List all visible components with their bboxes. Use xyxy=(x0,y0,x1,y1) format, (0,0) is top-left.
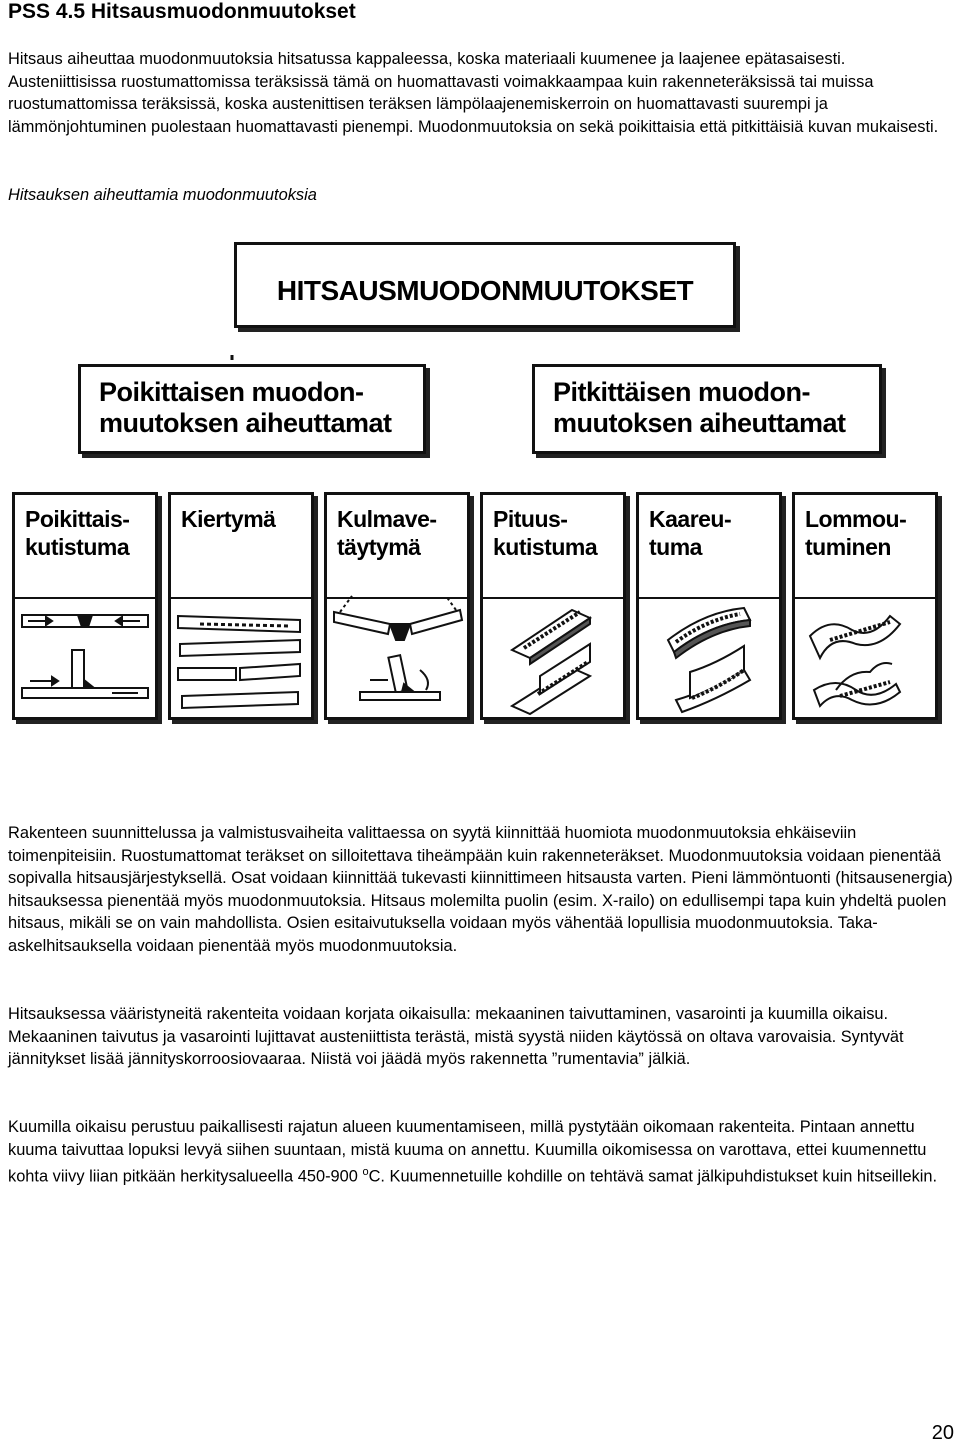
bending-figure xyxy=(668,608,750,712)
straightening-paragraph: Hitsauksessa vääristyneitä rakenteita voidaan korjata oikaisulla: mekaaninen taivuttaminen, vasarointi ja kuumilla oikaisu. Mekaaninen taivutus ja vasarointi lujittavat austeniittista terästä, mistä syystä niiden käytössä on oltava varovaisia. Syntyvät jännitykset lisää jännityskorroosiovaaraa. Niistä voi jäädä myös rakennetta ”rumentavia” jälkiä. xyxy=(8,1005,904,1069)
intro-paragraph: Hitsaus aiheuttaa muodonmuutoksia hitsatussa kappaleessa, koska materiaali kuumenee ja laajenee epätasaisesti. Austeniittisissa ruostumattomissa teräksissä tämä on huomattavasti voimakkaampaa kuin rakenneteräksissä tai muissa ruostumattomissa teräksissä, koska austenittisen teräksen lämpölaajenemiskerroin on huomattavasti suurempi ja lämmönjohtuminen puolestaan huomattavasti pienempi. Muodonmuutoksia on sekä poikittaisia että pitkittäisiä kuvan mukaisesti. xyxy=(8,50,939,136)
page-number: 20 xyxy=(931,1422,954,1444)
category-angular-distortion: Kulmave- täytymä xyxy=(324,492,470,720)
heat-straightening-paragraph: Kuumilla oikaisu perustuu paikallisesti rajatun alueen kuumentamiseen, millä pystytään oikomaan rakenteita. Pintaan annettu kuuma taivuttaa lopuksi levyä siihen suuntaan, mistä kuuma on annettu. Kuumilla oikomisessa on varottava, ettei kuumennettu kohta viivy liian pitkään herkitysalueella 450-900 $^o$C. Kuumennetuille kohdille on tehtävä samat jälkipuhdistukset kuin hitseillekin. xyxy=(8,1118,938,1186)
diagram-title: HITSAUSMUODONMUUTOKSET xyxy=(276,275,694,306)
angular-distortion-figure xyxy=(334,596,462,700)
longitudinal-shrinkage-figure xyxy=(512,610,590,714)
section-heading: PSS 4.5 Hitsausmuodonmuutokset xyxy=(8,0,356,23)
rotation-figure xyxy=(178,616,300,708)
transverse-shrinkage-figure xyxy=(22,615,148,698)
figure-caption: Hitsauksen aiheuttamia muodonmuutoksia xyxy=(8,186,317,204)
category-rotation: Kiertymä xyxy=(168,492,314,720)
category-transverse-shrinkage: Poikittais- kutistuma xyxy=(12,492,158,720)
longitudinal-group-label: Pitkittäisen muodon- muutoksen aiheuttamat xyxy=(553,377,846,438)
category-longitudinal-shrinkage: Pituus- kutistuma xyxy=(480,492,626,720)
category-buckling: Lommou- tuminen xyxy=(792,492,938,720)
buckling-figure xyxy=(810,616,900,706)
transverse-group-label: Poikittaisen muodon- muutoksen aiheuttamat xyxy=(99,377,392,438)
prevention-paragraph: Rakenteen suunnittelussa ja valmistusvaiheita valittaessa on syytä kiinnittää huomiota muodonmuutoksia ehkäiseviin toimenpiteisiin. Ruostumattomat teräkset on silloitettava tiheämpään kuin rakenneteräkset. Muodonmuutoksia voidaan pienentää sopivalla hitsausjärjestyksellä. Osat voidaan kiinnittää tukevasti kiinnittimeen hitsausta varten. Pieni lämmöntuonti (hitsausenergia) hitsauksessa pienentää myös muodonmuutoksia. Hitsaus molemilta puolin (esim. X-railo) on edullisempi tapa kuin yhdeltä puolen hitsaus, mikäli se on vain mahdollista. Osien esitaivutuksella voidaan myös vähentää lopullisia muodonmuutoksia. Taka-askelhitsauksella voidaan pienentää myös muodonmuutoksia. xyxy=(8,824,953,955)
category-bending: Kaareu- tuma xyxy=(636,492,782,720)
